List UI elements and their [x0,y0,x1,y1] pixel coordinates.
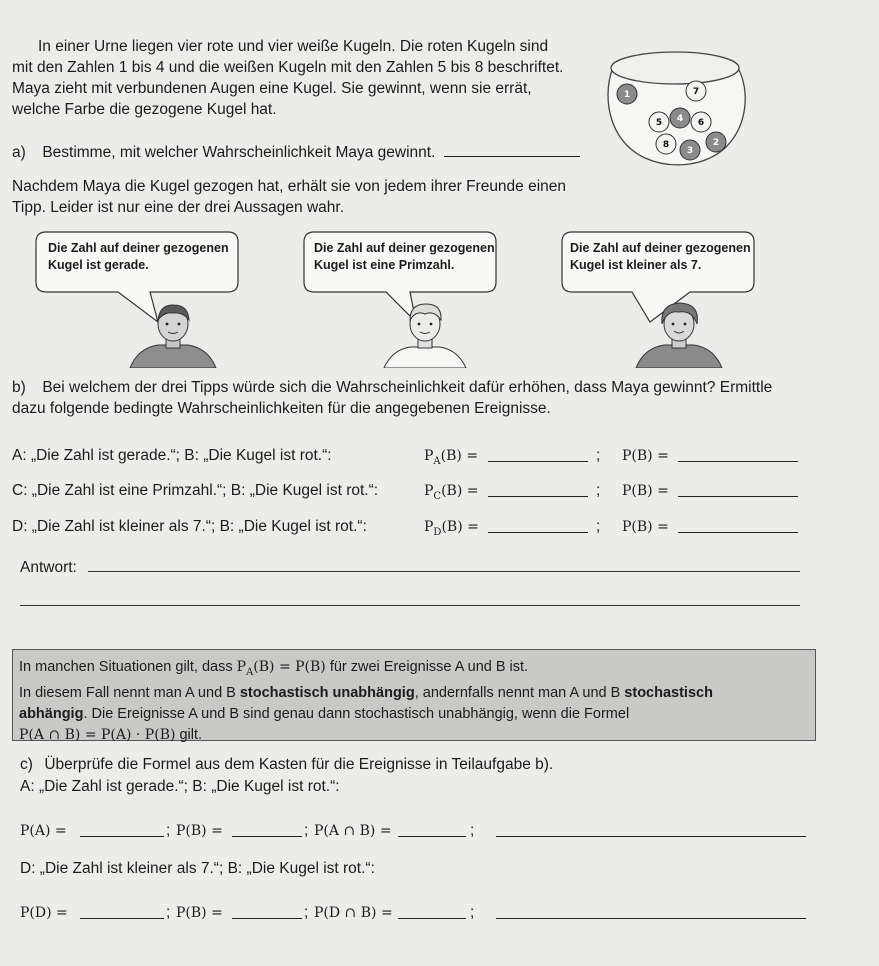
event-description: C: „Die Zahl ist eine Primzahl.“; B: „Die Kugel ist rot.“: [12,482,379,499]
part-c-row-d [20,902,820,924]
ball-label: 4 [676,114,684,124]
bubble-line: Kugel ist gerade. [48,258,149,272]
bubble-text-2 [314,240,495,274]
ball-label: 3 [686,146,694,156]
answer-blank[interactable] [80,822,164,837]
intro-line: welche Farbe die gezogene Kugel hat. [12,101,277,118]
bubble-line: Kugel ist kleiner als 7. [570,258,702,272]
answer-blank[interactable] [488,447,588,462]
prob-label: P(B) = [622,448,669,464]
box-line-4: P(A ∩ B) = P(A) · P(B) gilt. [19,726,203,743]
box-line-1: In manchen Situationen gilt, dass $P_A(B) = P(B)$ für zwei Ereignisse A und B ist. [19,659,529,678]
separator: ; [304,822,309,839]
event-description: A: „Die Zahl ist gerade.“; B: „Die Kugel ist rot.“: [12,447,332,464]
answer-label: Antwort: [20,559,77,576]
answer-line[interactable] [88,571,800,572]
ball-label: 6 [697,118,705,128]
prob-label: P(A ∩ B) = [314,823,392,839]
answer-blank[interactable] [678,518,798,533]
prob-label: P(B) = [622,483,669,499]
bubble-text-1 [48,240,229,274]
bubble-line: Die Zahl auf deiner gezogenen [314,241,495,255]
intro-line: Maya zieht mit verbundenen Augen eine Kugel. Sie gewinnt, wenn sie errät, [12,80,532,97]
definition-box [12,649,816,741]
conditional-prob-label: $P_D(B)$ = [424,519,479,538]
friend-3-illustration [634,298,724,368]
part-b-line: Bei welchem der drei Tipps würde sich die Wahrscheinlichkeit dafür erhöhen, dass Maya gewinnt? Ermittle [42,379,773,396]
part-a-label: a) [12,144,26,161]
bubble-line: Die Zahl auf deiner gezogenen [570,241,751,255]
part-c-row-a [20,820,820,842]
answer-blank[interactable] [678,447,798,462]
part-b-row-3 [12,516,812,538]
conditional-prob-label: $P_C(B)$ = [424,483,479,502]
conditional-prob-label: $P_A(B)$ = [424,448,479,467]
tips-intro-line: Nachdem Maya die Kugel gezogen hat, erhält sie von jedem ihrer Freunde einen [12,178,567,195]
intro-line: In einer Urne liegen vier rote und vier weiße Kugeln. Die roten Kugeln sind [38,38,549,55]
bubble-line: Kugel ist eine Primzahl. [314,258,455,272]
prob-label: P(A) = [20,823,67,839]
part-b-row-2 [12,480,812,502]
part-c [20,754,553,775]
ball-label: 7 [692,87,700,97]
part-a-text: Bestimme, mit welcher Wahrscheinlichkeit Maya gewinnt. [42,144,436,161]
separator: ; [596,518,601,535]
bubble-text-3 [570,240,751,274]
answer-blank[interactable] [80,904,164,919]
answer-blank[interactable] [488,482,588,497]
part-b-row-1 [12,445,812,467]
prob-label: P(B) = [622,519,669,535]
answer-blank[interactable] [398,904,466,919]
part-b [12,377,772,419]
separator: ; [596,482,601,499]
answer-blank[interactable] [678,482,798,497]
prob-label: P(D) = [20,905,68,921]
prob-label: P(B) = [176,823,223,839]
intro-paragraph [12,36,612,120]
part-c-text: Überprüfe die Formel aus dem Kasten für die Ereignisse in Teilaufgabe b). [44,756,554,773]
tips-intro-line: Tipp. Leider ist nur eine der drei Aussagen wahr. [12,199,345,216]
part-c-event-a: A: „Die Zahl ist gerade.“; B: „Die Kugel ist rot.“: [20,778,340,795]
prob-label: P(B) = [176,905,223,921]
friend-2-illustration [380,298,470,368]
part-b-label: b) [12,379,26,396]
separator: ; [304,904,309,921]
separator: ; [470,822,475,839]
event-description: D: „Die Zahl ist kleiner als 7.“; B: „Die Kugel ist rot.“: [12,518,367,535]
intro-line: mit den Zahlen 1 bis 4 und die weißen Kugeln mit den Zahlen 5 bis 8 beschriftet. [12,59,564,76]
part-c-event-d: D: „Die Zahl ist kleiner als 7.“; B: „Die Kugel ist rot.“: [20,860,375,877]
prob-label: P(D ∩ B) = [314,905,393,921]
tips-intro [12,176,566,218]
ball-label: 1 [623,90,631,100]
answer-blank[interactable] [232,904,302,919]
separator: ; [596,447,601,464]
answer-blank[interactable] [444,142,580,157]
part-b-line: dazu folgende bedingte Wahrscheinlichkeiten für die angegebenen Ereignisse. [12,400,551,417]
box-line-2: In diesem Fall nennt man A und B stochastisch unabhängig, andernfalls nennt man A und B stochastisch [19,684,713,701]
answer-blank[interactable] [488,518,588,533]
answer-blank[interactable] [398,822,466,837]
answer-row [20,557,77,578]
separator: ; [470,904,475,921]
answer-line[interactable] [20,605,800,606]
bubble-line: Die Zahl auf deiner gezogenen [48,241,229,255]
separator: ; [166,904,171,921]
part-c-label: c) [20,756,33,773]
ball-label: 8 [662,140,670,150]
answer-blank[interactable] [232,822,302,837]
answer-blank[interactable] [496,904,806,919]
box-line-3: abhängig. Die Ereignisse A und B sind genau dann stochastisch unabhängig, wenn die Formel [19,705,630,722]
friend-1-illustration [128,298,218,368]
ball-label: 5 [655,118,663,128]
separator: ; [166,822,171,839]
ball-label: 2 [712,138,720,148]
part-a [12,142,580,163]
urn-illustration [600,30,750,170]
answer-blank[interactable] [496,822,806,837]
